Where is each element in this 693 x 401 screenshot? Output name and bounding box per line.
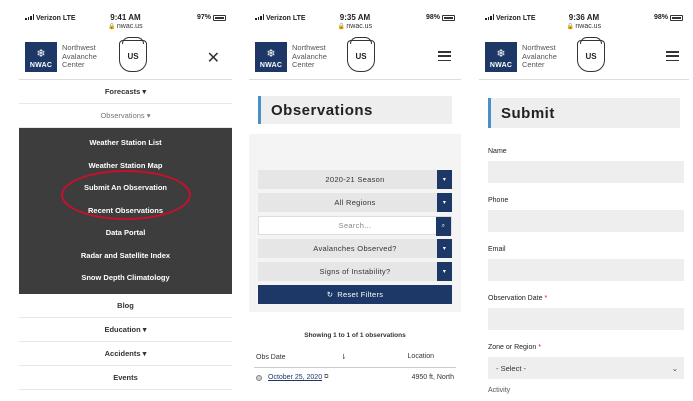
submenu-item-submit-observation[interactable]: Submit An Observation [83, 183, 168, 192]
required-mark: * [538, 344, 541, 351]
activity-label-partial: Activity [488, 387, 511, 394]
phone-screen-observations [249, 10, 461, 388]
page-title: Submit [488, 98, 680, 128]
org-name-line: Northwest [292, 43, 326, 52]
column-header-date-label: Obs Date [256, 354, 286, 361]
external-link-icon: ⧉ [324, 374, 329, 380]
name-label: Name [488, 148, 507, 155]
email-label: Email [488, 246, 506, 253]
battery-percent: 98% [425, 14, 440, 21]
table-row [254, 368, 456, 387]
sort-icon[interactable]: ⇂ [340, 354, 347, 361]
phone-label: Phone [488, 197, 509, 204]
nav-item-accidents[interactable]: Accidents ▾ [19, 342, 232, 366]
column-header-location[interactable]: Location [407, 353, 434, 360]
nav-item-blog[interactable]: Blog [19, 294, 232, 318]
lock-icon: 🔒 [337, 24, 346, 30]
zone-select-value: - Select - [496, 363, 527, 373]
chevron-down-icon[interactable]: ▾ [437, 262, 452, 281]
site-header [249, 34, 461, 80]
submenu-item-snow-depth[interactable]: Snow Depth Climatology [81, 273, 170, 282]
observation-date-field[interactable] [488, 308, 684, 330]
page-title: Observations [258, 96, 452, 124]
carrier-name: Verizon [496, 15, 521, 22]
network-type: LTE [292, 15, 306, 22]
main-nav-menu [19, 80, 232, 390]
forest-service-shield-icon [119, 40, 147, 72]
url-text: nwac.us [116, 23, 143, 30]
site-header [19, 34, 232, 80]
org-name-line: Center [292, 60, 315, 69]
email-field[interactable] [488, 259, 684, 281]
status-dot-icon [256, 375, 262, 381]
phone-screen-menu [19, 10, 232, 388]
phone-screen-submit [479, 10, 689, 394]
instability-select[interactable] [258, 262, 452, 281]
network-type: LTE [522, 15, 536, 22]
logo-abbr: NWAC [259, 62, 283, 69]
nav-item-forecasts[interactable]: Forecasts ▾ [19, 80, 232, 104]
carrier-name: Verizon [36, 15, 61, 22]
clock: 9:41 AM [110, 13, 141, 22]
lock-icon: 🔒 [108, 24, 116, 30]
nwac-logo[interactable] [25, 42, 57, 72]
url-bar[interactable] [479, 23, 689, 30]
site-header [479, 34, 689, 80]
observation-date-label-text: Observation Date [488, 295, 543, 302]
shield-text: US [355, 51, 367, 61]
phone-field[interactable] [488, 210, 684, 232]
status-bar [19, 10, 232, 34]
nav-item-events[interactable]: Events [19, 366, 232, 390]
observation-date-link[interactable]: October 25, 2020 [268, 374, 323, 381]
refresh-icon: ↻ [326, 290, 334, 299]
season-select[interactable] [258, 170, 452, 189]
org-name-line: Avalanche [522, 51, 557, 61]
battery-percent: 98% [653, 14, 668, 21]
org-name-line: Avalanche [292, 51, 327, 61]
status-bar [479, 10, 689, 34]
submenu-item-weather-station-map[interactable]: Weather Station Map [88, 160, 163, 170]
nwac-logo[interactable] [485, 42, 517, 72]
url-bar[interactable] [249, 23, 461, 30]
status-bar [249, 10, 461, 34]
name-field[interactable] [488, 161, 684, 183]
observations-submenu [19, 128, 232, 294]
clock: 9:36 AM [568, 13, 600, 22]
required-mark: * [544, 295, 548, 302]
filters-panel [249, 134, 461, 312]
column-header-date[interactable] [256, 353, 346, 361]
observation-location: 4950 ft, North [411, 374, 454, 381]
nav-item-education[interactable]: Education ▾ [19, 318, 232, 342]
search-placeholder: Search... [338, 221, 372, 230]
hamburger-menu-icon[interactable] [666, 51, 679, 61]
submenu-item-radar-satellite[interactable]: Radar and Satellite Index [80, 250, 171, 260]
snowflake-icon: ❄ [36, 48, 46, 60]
snowflake-icon: ❄ [266, 48, 276, 60]
table-header [254, 349, 456, 368]
url-bar[interactable] [19, 23, 232, 30]
url-text: nwac.us [346, 23, 373, 30]
nwac-logo[interactable] [255, 42, 287, 72]
observation-date-label [488, 295, 684, 302]
close-icon[interactable]: ✕ [206, 50, 220, 67]
nav-item-observations[interactable]: Observations ▾ [19, 104, 232, 128]
battery-status [654, 14, 683, 21]
battery-status [197, 14, 226, 21]
region-select[interactable] [258, 193, 452, 212]
org-name-line: Northwest [522, 43, 556, 52]
org-name-line: Center [62, 60, 85, 69]
org-name [522, 44, 557, 70]
chevron-down-icon[interactable]: ▾ [437, 170, 452, 189]
battery-icon [213, 15, 226, 21]
chevron-down-icon[interactable]: ▾ [437, 193, 452, 212]
region-select-value: All Regions [334, 198, 376, 207]
battery-icon [670, 15, 683, 21]
shield-text: US [127, 51, 139, 61]
carrier-name: Verizon [266, 15, 291, 22]
submenu-item-weather-station-list[interactable]: Weather Station List [89, 138, 162, 147]
results-count: Showing 1 to 1 of 1 observations [304, 332, 406, 339]
org-name-line: Avalanche [62, 51, 97, 61]
url-text: nwac.us [575, 23, 602, 30]
reset-filters-label: Reset Filters [337, 290, 384, 299]
logo-abbr: NWAC [29, 62, 53, 69]
hamburger-menu-icon[interactable] [438, 51, 451, 61]
avalanches-select-value: Avalanches Observed? [313, 244, 397, 253]
org-name [62, 44, 97, 70]
forest-service-shield-icon [577, 40, 605, 72]
reset-filters-button[interactable] [258, 285, 452, 304]
instability-select-value: Signs of Instability? [319, 267, 391, 276]
chevron-down-icon[interactable]: ▾ [437, 239, 452, 258]
avalanches-select[interactable] [258, 239, 452, 258]
org-name [292, 44, 327, 70]
clock: 9:35 AM [339, 13, 371, 22]
search-input[interactable] [258, 216, 452, 235]
battery-icon [442, 15, 455, 21]
org-name-line: Center [522, 60, 545, 69]
snowflake-icon: ❄ [496, 48, 506, 60]
submenu-item-recent-observations[interactable]: Recent Observations [87, 205, 164, 215]
search-icon[interactable]: ⌕ [436, 217, 451, 236]
battery-percent: 97% [196, 14, 211, 21]
battery-status [426, 14, 455, 21]
zone-label [488, 344, 684, 351]
org-name-line: Northwest [62, 43, 96, 52]
results-section [249, 312, 461, 387]
forest-service-shield-icon [347, 40, 375, 72]
logo-abbr: NWAC [489, 62, 513, 69]
lock-icon: 🔒 [566, 24, 575, 30]
network-type: LTE [62, 15, 76, 22]
zone-select[interactable] [488, 357, 684, 379]
shield-text: US [585, 51, 597, 61]
submenu-item-data-portal[interactable]: Data Portal [105, 228, 146, 237]
chevron-down-icon: ⌄ [671, 363, 678, 373]
season-select-value: 2020-21 Season [325, 175, 385, 184]
observation-form [479, 128, 689, 393]
zone-label-text: Zone or Region [488, 344, 537, 351]
